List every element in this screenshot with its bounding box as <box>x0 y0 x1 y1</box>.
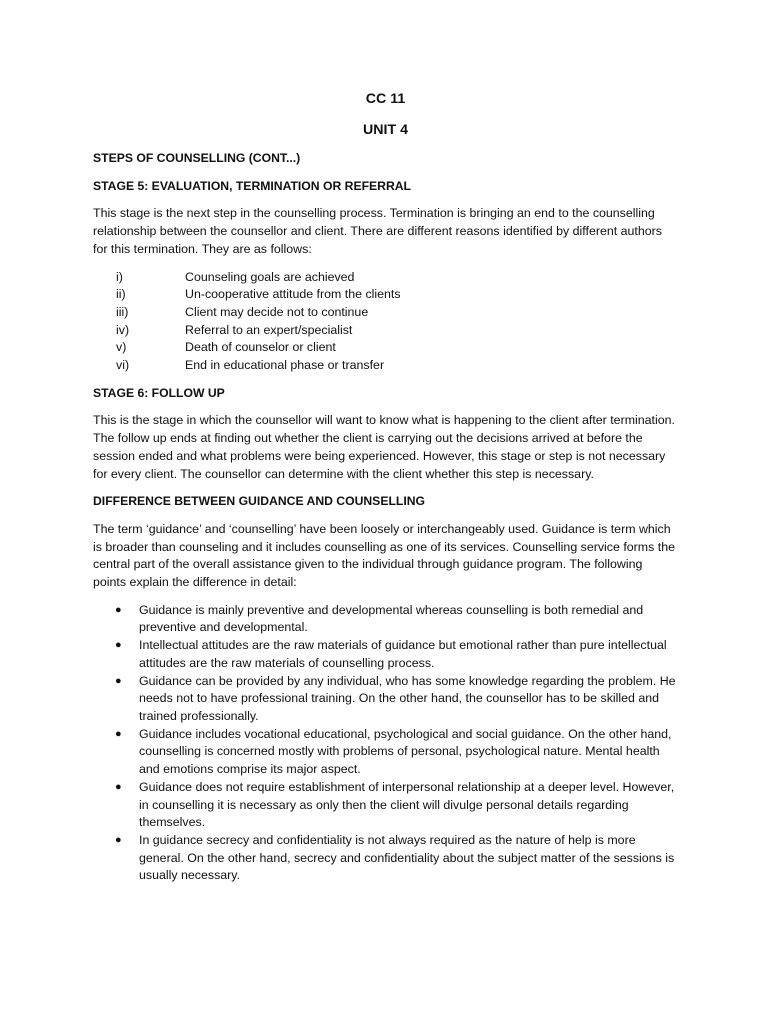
steps-heading: STEPS OF COUNSELLING (CONT...) <box>93 151 301 165</box>
list-number: ii) <box>116 287 126 302</box>
list-text: End in educational phase or transfer <box>185 358 385 373</box>
list-text: Referral to an expert/specialist <box>185 322 353 337</box>
bullet-icon: ● <box>115 603 122 616</box>
list-text: Counseling goals are achieved <box>185 269 355 284</box>
list-item <box>93 269 678 287</box>
list-item <box>93 673 678 726</box>
course-code: CC 11 <box>365 91 406 107</box>
difference-bullet-list <box>93 602 678 885</box>
bullet-icon: ● <box>115 727 122 740</box>
list-item <box>93 339 678 357</box>
list-number: i) <box>116 269 123 284</box>
list-item <box>93 832 678 885</box>
bullet-text: Guidance is mainly preventive and developmental whereas counselling is both remedial and preventive and developmental. <box>139 602 644 635</box>
list-number: iii) <box>116 304 129 319</box>
bullet-text: Intellectual attitudes are the raw materials of guidance but emotional rather than pure intellectual attitudes are the raw materials of counselling process. <box>139 638 667 670</box>
list-text: Client may decide not to continue <box>185 304 369 319</box>
document-body <box>93 88 678 885</box>
unit-title: UNIT 4 <box>363 122 408 138</box>
list-item <box>93 357 678 375</box>
stage5-paragraph: This stage is the next step in the counselling process. Termination is bringing an end to the counselling relationship between the counsellor and client. There are different reasons identified by different authors for this termination. They are as follows: <box>93 206 662 256</box>
bullet-text: In guidance secrecy and confidentiality is not always required as the nature of help is more general. On the other hand, secrecy and confidentiality about the subject matter of the sessions is usually necessary. <box>139 832 675 883</box>
list-number: v) <box>116 340 127 355</box>
termination-reasons-list <box>93 269 678 375</box>
list-item <box>93 304 678 322</box>
bullet-text: Guidance can be provided by any individual, who has some knowledge regarding the problem. He needs not to have professional training. On the other hand, the counsellor has to be skilled and trained professionally. <box>139 673 676 723</box>
bullet-text: Guidance includes vocational educational, psychological and social guidance. On the other hand, counselling is concerned mostly with problems of personal, psychological nature. Mental health and emotions comprise its major aspect. <box>139 726 672 777</box>
list-item <box>93 637 678 672</box>
list-item <box>93 286 678 304</box>
stage6-heading: STAGE 6: FOLLOW UP <box>93 385 225 400</box>
stage5-heading: STAGE 5: EVALUATION, TERMINATION OR REFERRAL <box>93 178 411 193</box>
list-text: Un-cooperative attitude from the clients <box>185 287 401 302</box>
list-number: vi) <box>116 358 130 373</box>
list-item <box>93 602 678 637</box>
bullet-icon: ● <box>115 639 122 652</box>
bullet-icon: ● <box>115 674 122 687</box>
list-item <box>93 779 678 832</box>
list-item <box>93 726 678 779</box>
stage6-paragraph: This is the stage in which the counsellor will want to know what is happening to the client after termination. The follow up ends at finding out whether the client is carrying out the decisions arrived at before the session ended and what problems were being experienced. However, this stage or step is not necessary for every client. The counsellor can determine with the client whether this step is necessary. <box>93 413 675 481</box>
list-text: Death of counselor or client <box>185 340 336 355</box>
bullet-icon: ● <box>115 780 122 793</box>
bullet-text: Guidance does not require establishment of interpersonal relationship at a deeper level. However, in counselling it is necessary as only then the client will divulge personal details regarding themselves. <box>139 779 675 830</box>
difference-paragraph: The term ‘guidance’ and ‘counselling’ have been loosely or interchangeably used. Guidance is term which is broader than counseling and it includes counselling as one of its services. Counselling service forms the central part of the overall assistance given to the individual through guidance program. The following points explain the difference in detail: <box>93 521 675 590</box>
bullet-icon: ● <box>115 833 122 846</box>
list-item <box>93 322 678 340</box>
difference-heading: DIFFERENCE BETWEEN GUIDANCE AND COUNSELLING <box>93 494 426 509</box>
list-number: iv) <box>116 322 130 337</box>
